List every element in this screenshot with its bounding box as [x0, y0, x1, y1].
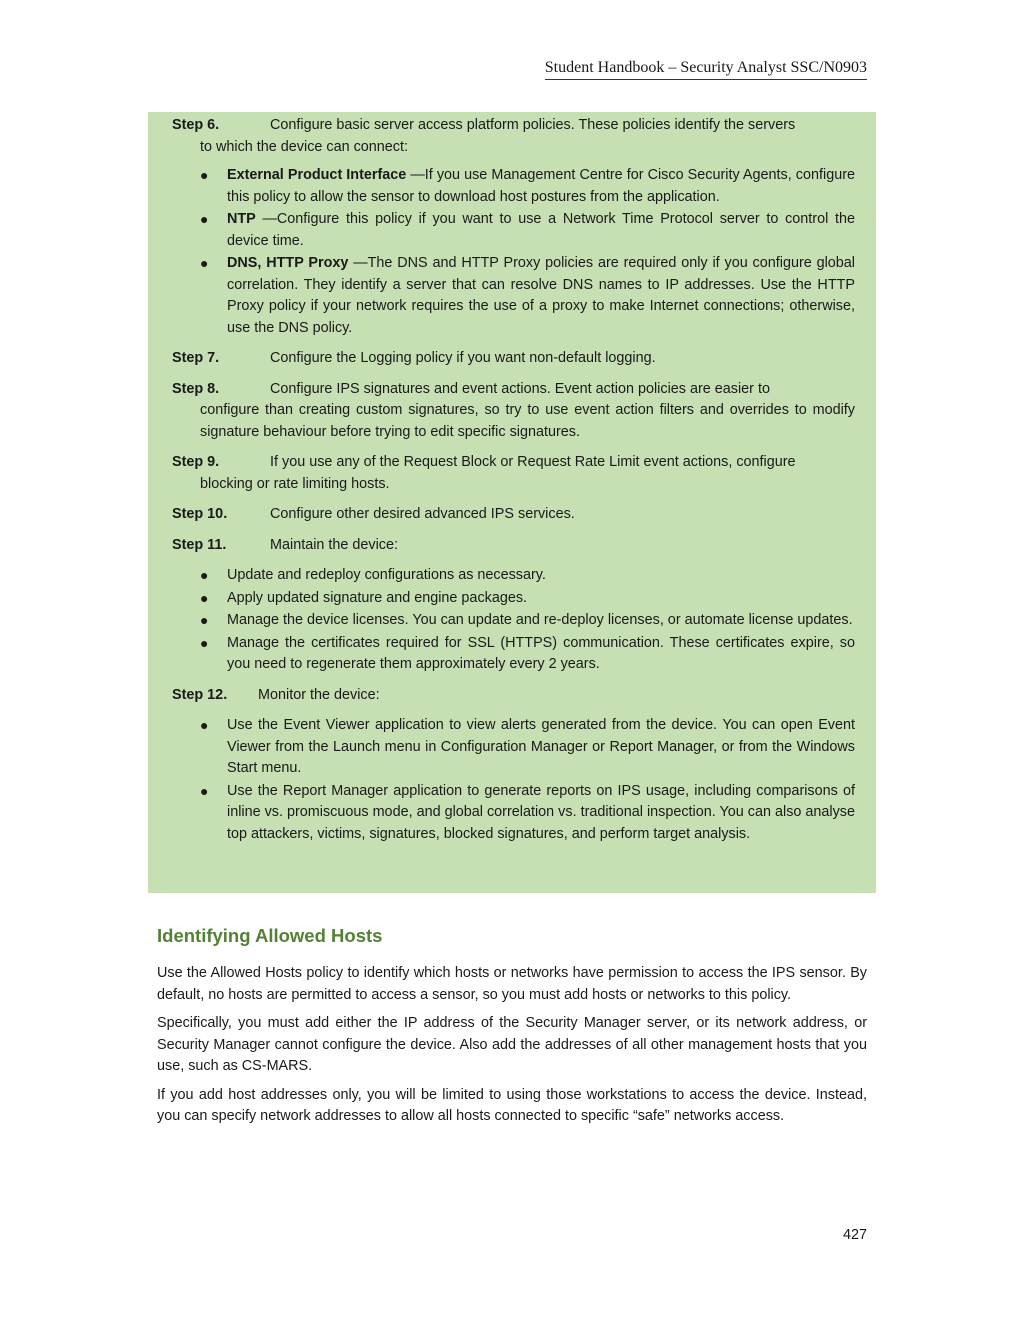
item-text: Manage the device licenses. You can update and re-deploy licenses, or automate license updates.	[227, 612, 853, 628]
bullet-icon: ●	[200, 634, 209, 651]
section-body	[157, 963, 867, 1135]
step-text: If you use any of the Request Block or Request Rate Limit event actions, configure	[270, 454, 796, 470]
item-text: Use the Report Manager application to generate reports on IPS usage, including comparisons of inline vs. promiscuous mode, and global correlation vs. traditional inspection. You can also analyse top attackers, victims, signatures, blocked signatures, and perform target analysis.	[227, 782, 855, 842]
step-label: Step 7.	[172, 350, 220, 366]
term: External Product Interface	[227, 167, 407, 183]
item-text: Update and redeploy configurations as necessary.	[227, 567, 546, 583]
list-item	[172, 633, 855, 676]
item-text: Apply updated signature and engine packages.	[227, 589, 528, 606]
list-item	[172, 781, 855, 846]
step-text: Configure other desired advanced IPS services.	[270, 506, 575, 522]
paragraph: Use the Allowed Hosts policy to identify which hosts or networks have permission to access the IPS sensor. By default, no hosts are permitted to access a sensor, so you must add hosts or networks to this policy.	[157, 965, 867, 1003]
step-12	[172, 685, 855, 707]
list-item	[172, 715, 855, 780]
term: DNS, HTTP Proxy	[227, 255, 349, 271]
bullet-icon: ●	[200, 782, 209, 799]
list-item	[172, 209, 855, 252]
step-text-continued: blocking or rate limiting hosts.	[200, 475, 390, 492]
bullet-icon: ●	[200, 589, 209, 606]
bullet-icon: ●	[200, 717, 209, 733]
step-11-bullets	[172, 565, 855, 676]
step-6-bullets	[172, 165, 855, 339]
paragraph: Specifically, you must add either the IP address of the Security Manager server, or its network address, or Security Manager cannot configure the device. Also add the addresses of all other management hosts that you use, such as CS-MARS.	[157, 1015, 867, 1074]
step-text: Configure IPS signatures and event actions. Event action policies are easier to	[270, 380, 770, 397]
bullet-icon: ●	[200, 255, 209, 271]
step-12-bullets	[172, 715, 855, 845]
step-label: Step 11.	[172, 536, 227, 553]
paragraph: If you add host addresses only, you will be limited to using those workstations to access the device. Instead, you can specify network addresses to allow all hosts connected to specific “safe” networks access.	[157, 1086, 867, 1124]
step-text-continued: configure than creating custom signatures, so try to use event action filters and overrides to modify signature behaviour before trying to edit specific signatures.	[200, 402, 855, 440]
page-number: 427	[842, 1227, 867, 1243]
step-label: Step 10.	[172, 506, 228, 522]
bullet-icon: ●	[200, 211, 209, 227]
step-text: Monitor the device:	[258, 686, 380, 703]
step-label: Step 9.	[172, 454, 220, 470]
section-heading: Identifying Allowed Hosts	[157, 925, 383, 946]
step-text-continued: to which the device can connect:	[200, 138, 408, 155]
step-label: Step 6.	[172, 117, 220, 133]
item-text: —The DNS and HTTP Proxy policies are required only if you configure global correlation. They identify a server that can resolve DNS names to IP addresses. Use the HTTP Proxy policy if your network requires the use of a proxy to make Internet connections; otherwise, use the DNS policy.	[227, 255, 855, 336]
page-header: Student Handbook – Security Analyst SSC/N0903	[545, 58, 867, 80]
bullet-icon: ●	[200, 567, 209, 583]
step-8	[172, 379, 855, 444]
step-text: Maintain the device:	[270, 536, 398, 553]
step-text: Configure basic server access platform policies. These policies identify the servers	[270, 117, 796, 133]
procedure-box	[148, 112, 876, 893]
list-item	[172, 165, 855, 208]
step-10	[172, 504, 855, 526]
step-9	[172, 452, 855, 495]
step-11	[172, 535, 855, 557]
procedure-content	[172, 115, 855, 854]
bullet-icon: ●	[200, 167, 209, 183]
list-item	[172, 253, 855, 339]
item-text: Use the Event Viewer application to view alerts generated from the device. You can open Event Viewer from the Launch menu in Configuration Manager or Report Manager, or from the Windows Start menu.	[227, 717, 855, 776]
item-text: —If you use Management Centre for Cisco Security Agents, configure this policy to allow the sensor to download host postures from the application.	[227, 167, 855, 205]
list-item	[172, 588, 855, 610]
step-label: Step 8.	[172, 380, 220, 397]
step-7	[172, 348, 855, 370]
bullet-icon: ●	[200, 612, 209, 628]
list-item	[172, 565, 855, 587]
step-6	[172, 115, 855, 158]
item-text: Manage the certificates required for SSL (HTTPS) communication. These certificates expire, so you need to regenerate them approximately every 2 years.	[227, 634, 855, 672]
term: NTP	[227, 211, 256, 227]
list-item	[172, 610, 855, 632]
item-text: —Configure this policy if you want to use a Network Time Protocol server to control the device time.	[227, 211, 855, 249]
step-label: Step 12.	[172, 686, 228, 703]
step-text: Configure the Logging policy if you want non-default logging.	[270, 350, 656, 366]
